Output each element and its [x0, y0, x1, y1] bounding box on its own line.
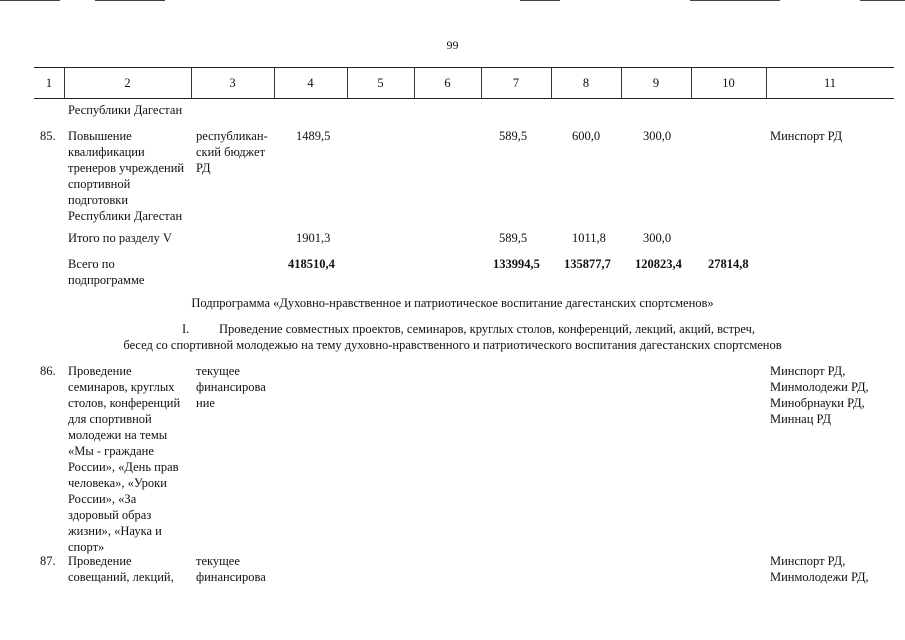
- section-number: I.: [182, 322, 190, 336]
- section-title-line2: бесед со спортивной молодежью на тему духовно-нравственного и патриотического воспитания дагестанских спортсменов: [123, 338, 782, 352]
- cell-value: 27814,8: [708, 257, 749, 271]
- column-header: 7: [512, 76, 520, 90]
- row-85-executor: Минспорт РД: [770, 129, 843, 143]
- row-87-source: текущее финансирова: [196, 554, 266, 584]
- cell-value: 1489,5: [296, 129, 331, 143]
- column-header: 6: [444, 76, 451, 90]
- column-header: 10: [722, 76, 735, 90]
- cell-value: 300,0: [643, 231, 672, 245]
- cell-value: 1011,8: [572, 231, 606, 245]
- section-title-line1: Проведение совместных проектов, семинаров, круглых столов, конференций, лекций, акций, встреч,: [219, 322, 755, 336]
- cell-value: 589,5: [499, 129, 528, 143]
- column-header: 5: [377, 76, 384, 90]
- row-85-name: Повышение квалификации тренеров учреждений спортивной подготовки Республики Дагестан: [68, 129, 185, 223]
- cell-value: 135877,7: [564, 257, 611, 271]
- column-header: 8: [582, 76, 590, 90]
- subprogram-title: Подпрограмма «Духовно-нравственное и патриотическое воспитание дагестанских спортсменов»: [191, 296, 714, 310]
- cell-value: 300,0: [643, 129, 672, 143]
- table-header: [34, 67, 894, 99]
- cell-value: 133994,5: [493, 257, 540, 271]
- row-number: 86.: [40, 364, 56, 378]
- row-continuation-name: Республики Дагестан: [68, 103, 183, 117]
- scan-edge: [0, 0, 60, 1]
- column-header: 9: [652, 76, 660, 90]
- row-85-source: республикан- ский бюджет РД: [196, 129, 268, 175]
- scan-edge: [860, 0, 905, 1]
- column-header: 2: [124, 76, 131, 90]
- row-86-name: Проведение семинаров, круглых столов, конференций для спортивной молодежи на темы «Мы - граждане России», «День прав человека», «Уроки России», «За здоровый образ жизни», «Наука и спорт»: [68, 364, 181, 554]
- scan-edge: [690, 0, 780, 1]
- row-86-source: текущее финансирова ние: [196, 364, 266, 410]
- row-87-executor: Минспорт РД, Минмолодежи РД,: [770, 554, 869, 584]
- row-number: 87.: [40, 554, 56, 568]
- column-header: 4: [307, 76, 314, 90]
- cell-value: 1901,3: [296, 231, 331, 245]
- row-86-executor: Минспорт РД, Минмолодежи РД, Минобрнауки РД, Миннац РД: [770, 364, 869, 426]
- cell-value: 600,0: [572, 129, 601, 143]
- scan-edge: [95, 0, 165, 1]
- column-header: 11: [823, 76, 837, 90]
- page-number: 99: [446, 38, 459, 52]
- total-subprogram-label: Всего по подпрограмме: [68, 257, 145, 287]
- column-header: 3: [229, 76, 236, 90]
- cell-value: 418510,4: [288, 257, 335, 271]
- total-section-label: Итого по разделу V: [68, 231, 172, 245]
- row-number: 85.: [40, 129, 56, 143]
- cell-value: 589,5: [499, 231, 528, 245]
- row-87-name: Проведение совещаний, лекций,: [68, 554, 174, 584]
- cell-value: 120823,4: [635, 257, 682, 271]
- scan-edge: [520, 0, 560, 1]
- column-header: 1: [45, 76, 53, 90]
